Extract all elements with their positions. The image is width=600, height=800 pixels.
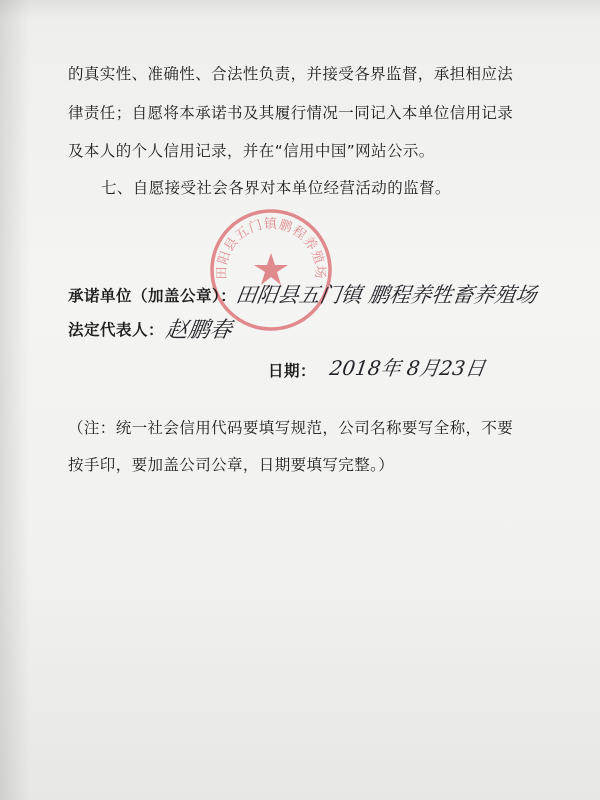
legal-representative-signature: 赵鹏春 bbox=[163, 318, 234, 343]
page-shadow-top bbox=[0, 0, 600, 20]
note-line-1: （注：统一社会信用代码要填写规范，公司名称要写全称，不要 bbox=[68, 419, 514, 437]
committing-unit-label: 承诺单位（加盖公章）： bbox=[68, 287, 237, 305]
paragraph-6-line-1: 的真实性、准确性、合法性负责，并接受各界监督，承担相应法 bbox=[68, 65, 514, 83]
paragraph-7: 七、自愿接受社会各界对本单位经营活动的监督。 bbox=[101, 179, 451, 197]
committing-unit-handwriting: 田阳县五门镇 鹏程养牲畜养殖场 bbox=[234, 283, 539, 307]
page-shadow-left bbox=[0, 0, 30, 800]
seal-text: 田阳县五门镇鹏程养殖场 bbox=[214, 217, 328, 280]
paragraph-6-line-3: 及本人的个人信用记录，并在“信用中国”网站公示。 bbox=[68, 142, 435, 160]
paragraph-6-line-2: 律责任；自愿将本承诺书及其履行情况一同记入本单位信用记录 bbox=[68, 104, 514, 122]
legal-representative-label: 法定代表人： bbox=[68, 321, 165, 339]
date-handwriting: 2018年 8月23日 bbox=[328, 356, 487, 380]
note-line-2: 按手印，要加盖公司公章，日期要填写完整。） bbox=[68, 456, 395, 474]
date-label: 日期： bbox=[268, 362, 317, 380]
